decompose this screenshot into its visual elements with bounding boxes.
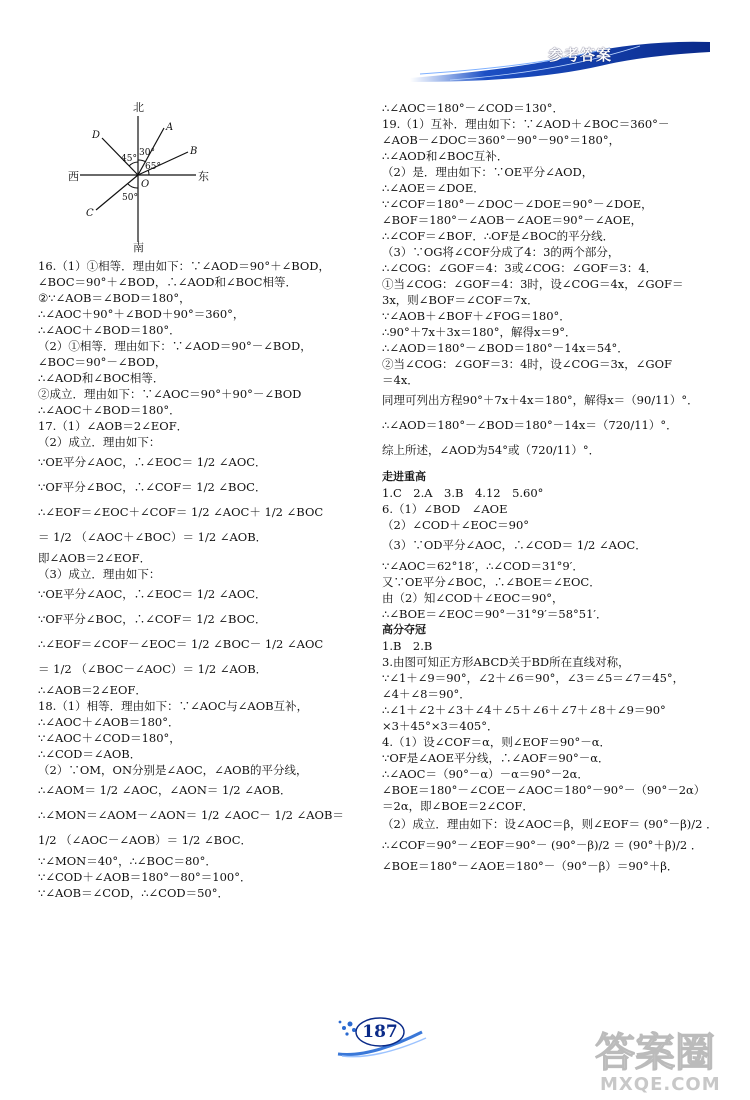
- text-line: ∴∠AOC＋∠BOD＝180°．: [38, 403, 181, 417]
- text-line: 1.C 2.A 3.B 4.12 5.60°: [382, 486, 544, 500]
- watermark-text: 答案圈: [595, 1030, 715, 1076]
- text-line: ∴∠AOB＝2∠EOF．: [38, 683, 147, 697]
- text-line: ×3＋45°×3＝405°．: [382, 719, 499, 733]
- text-line: 6.（1）∠BOD ∠AOE: [382, 502, 508, 516]
- text-line: 即∠AOB＝2∠EOF．: [38, 551, 152, 565]
- text-line: 16.（1）①相等．理由如下：∵∠AOD＝90°＋∠BOD，: [38, 259, 331, 273]
- text-line: （3）∵OD平分∠AOC，∴∠COD＝ 1/2 ∠AOC．: [382, 538, 647, 552]
- text-line: ∠BOE＝180°－∠AOE＝180°－（90°－β）＝90°＋β．: [382, 859, 679, 873]
- text-line: ∴∠BOE＝∠EOC＝90°－31°9′＝58°51′．: [382, 607, 608, 621]
- text-line: ∠BOC＝90°＋∠BOD，∴∠AOD和∠BOC相等．: [38, 275, 297, 289]
- text-line: ∵OF平分∠BOC，∴∠COF＝ 1/2 ∠BOC．: [38, 480, 267, 494]
- text-line: ＝ 1/2 （∠BOC－∠AOC）＝ 1/2 ∠AOB．: [38, 662, 268, 676]
- compass-diagram: [38, 100, 208, 252]
- left-answer-lines: [38, 258, 368, 901]
- text-line: ②成立．理由如下：∵∠AOC＝90°＋90°－∠BOD: [38, 387, 302, 401]
- header-title: 参考答案: [548, 46, 613, 64]
- text-line: （3）成立．理由如下：: [38, 567, 161, 581]
- text-line: （2）∵OM，ON分别是∠AOC，∠AOB的平分线，: [38, 763, 308, 777]
- text-line: ∴90°＋7x＋3x＝180°，解得x＝9°．: [382, 325, 577, 339]
- text-line: ∵OF平分∠BOC，∴∠COF＝ 1/2 ∠BOC．: [38, 612, 267, 626]
- text-line: ∠BOC＝90°－∠BOD，: [38, 355, 167, 369]
- angle-30: 30°: [139, 148, 155, 158]
- text-line: ∵∠AOB＋∠BOF＋∠FOG＝180°．: [382, 309, 571, 323]
- text-line: 1/2 （∠AOC－∠AOB）＝ 1/2 ∠BOC．: [38, 833, 252, 847]
- text-line: （2）①相等．理由如下：∵∠AOD＝90°－∠BOD，: [38, 339, 312, 353]
- compass-south: 南: [133, 241, 144, 254]
- text-line: ∴∠COD＝∠AOB．: [38, 747, 142, 761]
- text-line: ∵∠AOC＋∠COD＝180°，: [38, 731, 181, 745]
- text-line: ∴∠COG：∠GOF＝4：3或∠COG：∠GOF＝3：4．: [382, 261, 658, 275]
- text-line: 18.（1）相等．理由如下：∵∠AOC与∠AOB互补，: [38, 699, 309, 713]
- text-line: ∵∠AOC＝62°18′，∴∠COD＝31°9′．: [382, 559, 584, 573]
- text-line: ＝4x．: [382, 373, 419, 387]
- text-line: ∴∠MON＝∠AOM－∠AON＝ 1/2 ∠AOC－ 1/2 ∠AOB＝: [38, 808, 344, 822]
- text-line: 由（2）知∠COD＋∠EOC＝90°，: [382, 591, 564, 605]
- text-line: ∴∠AOC＋90°＋∠BOD＋90°＝360°，: [38, 307, 245, 321]
- text-line: ∴∠AOC＝（90°－α）－α＝90°－2α．: [382, 767, 589, 781]
- text-line: ∴∠COF＝90°－∠EOF＝90°－ (90°－β)/2 ＝ (90°＋β)/2 ．: [382, 838, 703, 852]
- left-column: [38, 100, 368, 901]
- text-line: ＝2α，即∠BOE＝2∠COF．: [382, 799, 534, 813]
- text-line: ∴∠AOD＝180°－∠BOD＝180°－14x＝54°．: [382, 341, 629, 355]
- page-number: 187: [362, 1022, 398, 1042]
- text-line: ∴∠AOM＝ 1/2 ∠AOC，∠AON＝ 1/2 ∠AOB．: [38, 783, 292, 797]
- text-line: ∠BOF＝180°－∠AOB－∠AOE＝90°－∠AOE，: [382, 213, 643, 227]
- text-line: ∵∠1＋∠9＝90°，∠2＋∠6＝90°，∠3＝∠5＝∠7＝45°，: [382, 671, 685, 685]
- text-line: 19.（1）互补．理由如下：∵∠AOD＋∠BOC＝360°－: [382, 117, 670, 131]
- text-line: ＝ 1/2 （∠AOC＋∠BOC）＝ 1/2 ∠AOB．: [38, 530, 268, 544]
- text-line: （2）成立．理由如下：设∠AOC＝β，则∠EOF＝ (90°－β)/2 ．: [382, 817, 718, 831]
- text-line: ②当∠COG：∠GOF＝3：4时，设∠COG＝3x，∠GOF: [382, 357, 672, 371]
- section-heading-gaofen: 高分夺冠: [382, 623, 426, 636]
- point-a: A: [166, 122, 174, 133]
- text-line: ∵∠AOB＝∠COD，∴∠COD＝50°．: [38, 886, 230, 900]
- text-line: （2）∠COD＋∠EOC＝90°: [382, 518, 530, 532]
- point-o: O: [141, 179, 150, 190]
- text-line: ②∵∠AOB＝∠BOD＝180°，: [38, 291, 191, 305]
- text-line: ∵∠COD＋∠AOB＝180°－80°＝100°．: [38, 870, 252, 884]
- watermark-url: MXQE.COM: [600, 1074, 721, 1095]
- text-line: 17.（1）∠AOB＝2∠EOF．: [38, 419, 189, 433]
- text-line: ∴∠COF＝∠BOF．∴OF是∠BOC的平分线．: [382, 229, 615, 243]
- text-line: ∠AOB－∠DOC＝360°－90°－90°＝180°，: [382, 133, 621, 147]
- text-line: 同理可列出方程90°＋7x＋4x＝180°，解得x＝（90/11）°．: [382, 393, 699, 407]
- compass-east: 东: [198, 170, 209, 183]
- text-line: 4.（1）设∠COF＝α，则∠EOF＝90°－α．: [382, 735, 611, 749]
- compass-north: 北: [133, 101, 144, 114]
- text-line: （2）是．理由如下：∵OE平分∠AOD，: [382, 165, 594, 179]
- angle-50: 50°: [122, 193, 138, 203]
- angle-45: 45°: [121, 154, 137, 164]
- text-line: 又∵OE平分∠BOC，∴∠BOE＝∠EOC．: [382, 575, 601, 589]
- text-line: ∴∠EOF＝∠COF－∠EOC＝ 1/2 ∠BOC－ 1/2 ∠AOC: [38, 637, 324, 651]
- text-line: （2）成立．理由如下：: [38, 435, 161, 449]
- text-line: ∴∠AOD和∠BOC互补．: [382, 149, 509, 163]
- text-line: ∴∠AOC＋∠BOD＝180°．: [38, 323, 181, 337]
- text-line: ∴∠EOF＝∠EOC＋∠COF＝ 1/2 ∠AOC＋ 1/2 ∠BOC: [38, 505, 324, 519]
- text-line: ∠BOE＝180°－∠COE－∠AOC＝180°－90°－（90°－2α）: [382, 783, 706, 797]
- text-line: 3.由图可知正方形ABCD关于BD所在直线对称，: [382, 655, 630, 669]
- text-line: （3）∵OG将∠COF分成了4：3的两个部分，: [382, 245, 620, 259]
- right-column: [382, 100, 718, 877]
- text-line: ∵∠COF＝180°－∠DOC－∠DOE＝90°－∠DOE，: [382, 197, 653, 211]
- text-line: ∵OE平分∠AOC，∴∠EOC＝ 1/2 ∠AOC．: [38, 455, 267, 469]
- text-line: 3x，则∠BOF＝∠COF＝7x．: [382, 293, 539, 307]
- text-line: 综上所述，∠AOD为54°或（720/11）°．: [382, 443, 601, 457]
- compass-west: 西: [68, 170, 79, 183]
- section-heading-zoujin: 走进重高: [382, 470, 426, 483]
- text-line: ∴∠AOC＋∠AOB＝180°．: [38, 715, 180, 729]
- text-line: 1.B 2.B: [382, 639, 433, 653]
- text-line: ∠4＋∠8＝90°．: [382, 687, 471, 701]
- text-line: ∴∠AOE＝∠DOE．: [382, 181, 485, 195]
- text-line: ∴∠AOC＝180°－∠COD＝130°．: [382, 101, 564, 115]
- text-line: ①当∠COG：∠GOF＝4：3时，设∠COG＝4x，∠GOF＝: [382, 277, 684, 291]
- text-line: ∵OF是∠AOE平分线，∴∠AOF＝90°－α．: [382, 751, 610, 765]
- text-line: ∴∠AOD和∠BOC相等．: [38, 371, 165, 385]
- point-c: C: [86, 208, 94, 219]
- text-line: ∴∠AOD＝180°－∠BOD＝180°－14x＝（720/11）°．: [382, 418, 678, 432]
- angle-65: 65°: [145, 162, 161, 172]
- text-line: ∵OE平分∠AOC，∴∠EOC＝ 1/2 ∠AOC．: [38, 587, 267, 601]
- point-d: D: [92, 130, 101, 141]
- text-line: ∴∠1＋∠2＋∠3＋∠4＋∠5＋∠6＋∠7＋∠8＋∠9＝90°: [382, 703, 666, 717]
- text-line: ∵∠MON＝40°，∴∠BOC＝80°．: [38, 854, 217, 868]
- point-b: B: [190, 146, 198, 157]
